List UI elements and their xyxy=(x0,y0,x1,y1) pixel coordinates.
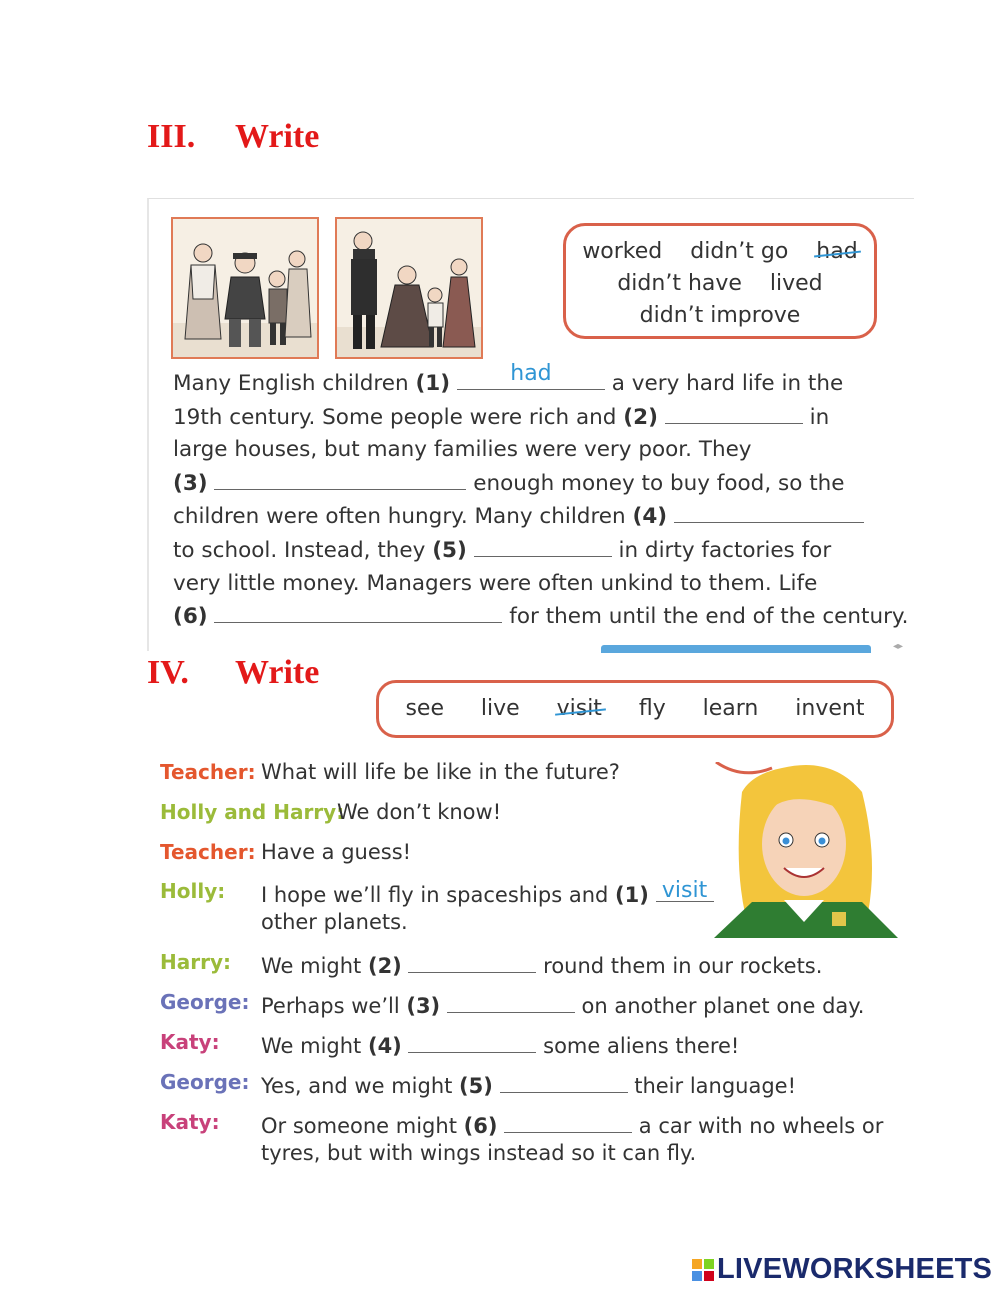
logo-text: LIVEWORKSHEETS xyxy=(717,1253,993,1285)
word-option-used: had xyxy=(816,239,858,264)
line-text: Perhaps we’ll (3) on another planet one day. xyxy=(261,990,864,1018)
speaker-label: George: xyxy=(160,1070,250,1094)
word-option: invent xyxy=(795,696,865,721)
speaker-label: Harry: xyxy=(160,950,231,974)
word-box-line-2 xyxy=(566,268,874,300)
answer-blank-1[interactable] xyxy=(656,879,714,902)
girl-illustration xyxy=(712,762,898,938)
passage-line: (6) for them until the end of the century. xyxy=(173,600,913,634)
answer-blank-2[interactable] xyxy=(408,950,536,973)
answer-blank-4[interactable] xyxy=(408,1030,536,1053)
decorative-bar xyxy=(601,645,871,653)
line-text: I hope we’ll fly in spaceships and (1) visit xyxy=(261,879,714,907)
section-3-title: Write xyxy=(235,118,320,155)
answer-blank-5[interactable] xyxy=(474,534,612,557)
answer-blank-6[interactable] xyxy=(214,600,502,623)
word-box-section-4 xyxy=(376,680,894,738)
word-option: didn’t go xyxy=(690,239,789,264)
word-option: live xyxy=(480,696,520,721)
word-option: fly xyxy=(638,696,666,721)
word-option: see xyxy=(405,696,444,721)
section-4-number: IV. xyxy=(147,654,189,691)
line-text: tyres, but with wings instead so it can fly. xyxy=(261,1141,697,1165)
passage-line: Many English children (1) had a very hard life in the xyxy=(173,367,913,401)
liveworksheets-logo xyxy=(692,1253,992,1286)
answer-blank-6[interactable] xyxy=(504,1110,632,1133)
line-text: We might (4) some aliens there! xyxy=(261,1030,739,1058)
section-3-exercise xyxy=(147,198,914,651)
line-text: Yes, and we might (5) their language! xyxy=(261,1070,796,1098)
poor-family-picture xyxy=(171,217,319,359)
section-3-passage xyxy=(173,361,913,634)
line-text: What will life be like in the future? xyxy=(261,760,620,784)
logo-blocks-icon xyxy=(692,1259,714,1281)
line-text: We don’t know! xyxy=(337,800,502,824)
word-box-line-3 xyxy=(566,300,874,332)
word-option: worked xyxy=(582,239,663,264)
answer-blank-3[interactable] xyxy=(447,990,575,1013)
speaker-label: Katy: xyxy=(160,1110,220,1134)
line-text: We might (2) round them in our rockets. xyxy=(261,950,822,978)
passage-line: children were often hungry. Many children (4) xyxy=(173,500,913,534)
speaker-label: Teacher: xyxy=(160,760,256,784)
speaker-label: George: xyxy=(160,990,250,1014)
speaker-label: Holly and Harry: xyxy=(160,800,345,824)
speaker-label: Katy: xyxy=(160,1030,220,1054)
word-option: lived xyxy=(769,271,823,296)
section-4-title: Write xyxy=(235,654,320,691)
line-text: Have a guess! xyxy=(261,840,412,864)
section-3-heading xyxy=(147,118,319,156)
word-option: didn’t improve xyxy=(639,303,801,328)
passage-line: to school. Instead, they (5) in dirty factories for xyxy=(173,534,913,568)
answer-text: visit xyxy=(661,878,708,903)
speaker-label: Teacher: xyxy=(160,840,256,864)
passage-line: 19th century. Some people were rich and (2) in xyxy=(173,401,913,435)
word-option-used: visit xyxy=(557,683,602,735)
answer-blank-5[interactable] xyxy=(500,1070,628,1093)
line-text: other planets. xyxy=(261,910,408,934)
answer-blank-3[interactable] xyxy=(214,467,466,490)
answer-blank-2[interactable] xyxy=(665,401,803,424)
word-box-line-1 xyxy=(566,236,874,268)
passage-line: very little money. Managers were often unkind to them. Life xyxy=(173,570,818,596)
line-text: Or someone might (6) a car with no wheels or xyxy=(261,1110,883,1138)
section-4-heading xyxy=(147,654,319,692)
answer-blank-1[interactable] xyxy=(457,361,605,390)
word-box-section-3 xyxy=(563,223,877,339)
answer-text: had xyxy=(510,361,552,387)
word-option: didn’t have xyxy=(617,271,742,296)
answer-blank-4[interactable] xyxy=(674,500,864,523)
passage-line: (3) enough money to buy food, so the xyxy=(173,467,913,501)
rich-family-picture xyxy=(335,217,483,359)
resize-arrows-icon: ◂▸ xyxy=(893,641,904,652)
word-option: learn xyxy=(702,696,759,721)
speaker-label: Holly: xyxy=(160,879,226,903)
passage-line: large houses, but many families were very poor. They xyxy=(173,437,752,463)
section-3-number: III. xyxy=(147,118,196,155)
